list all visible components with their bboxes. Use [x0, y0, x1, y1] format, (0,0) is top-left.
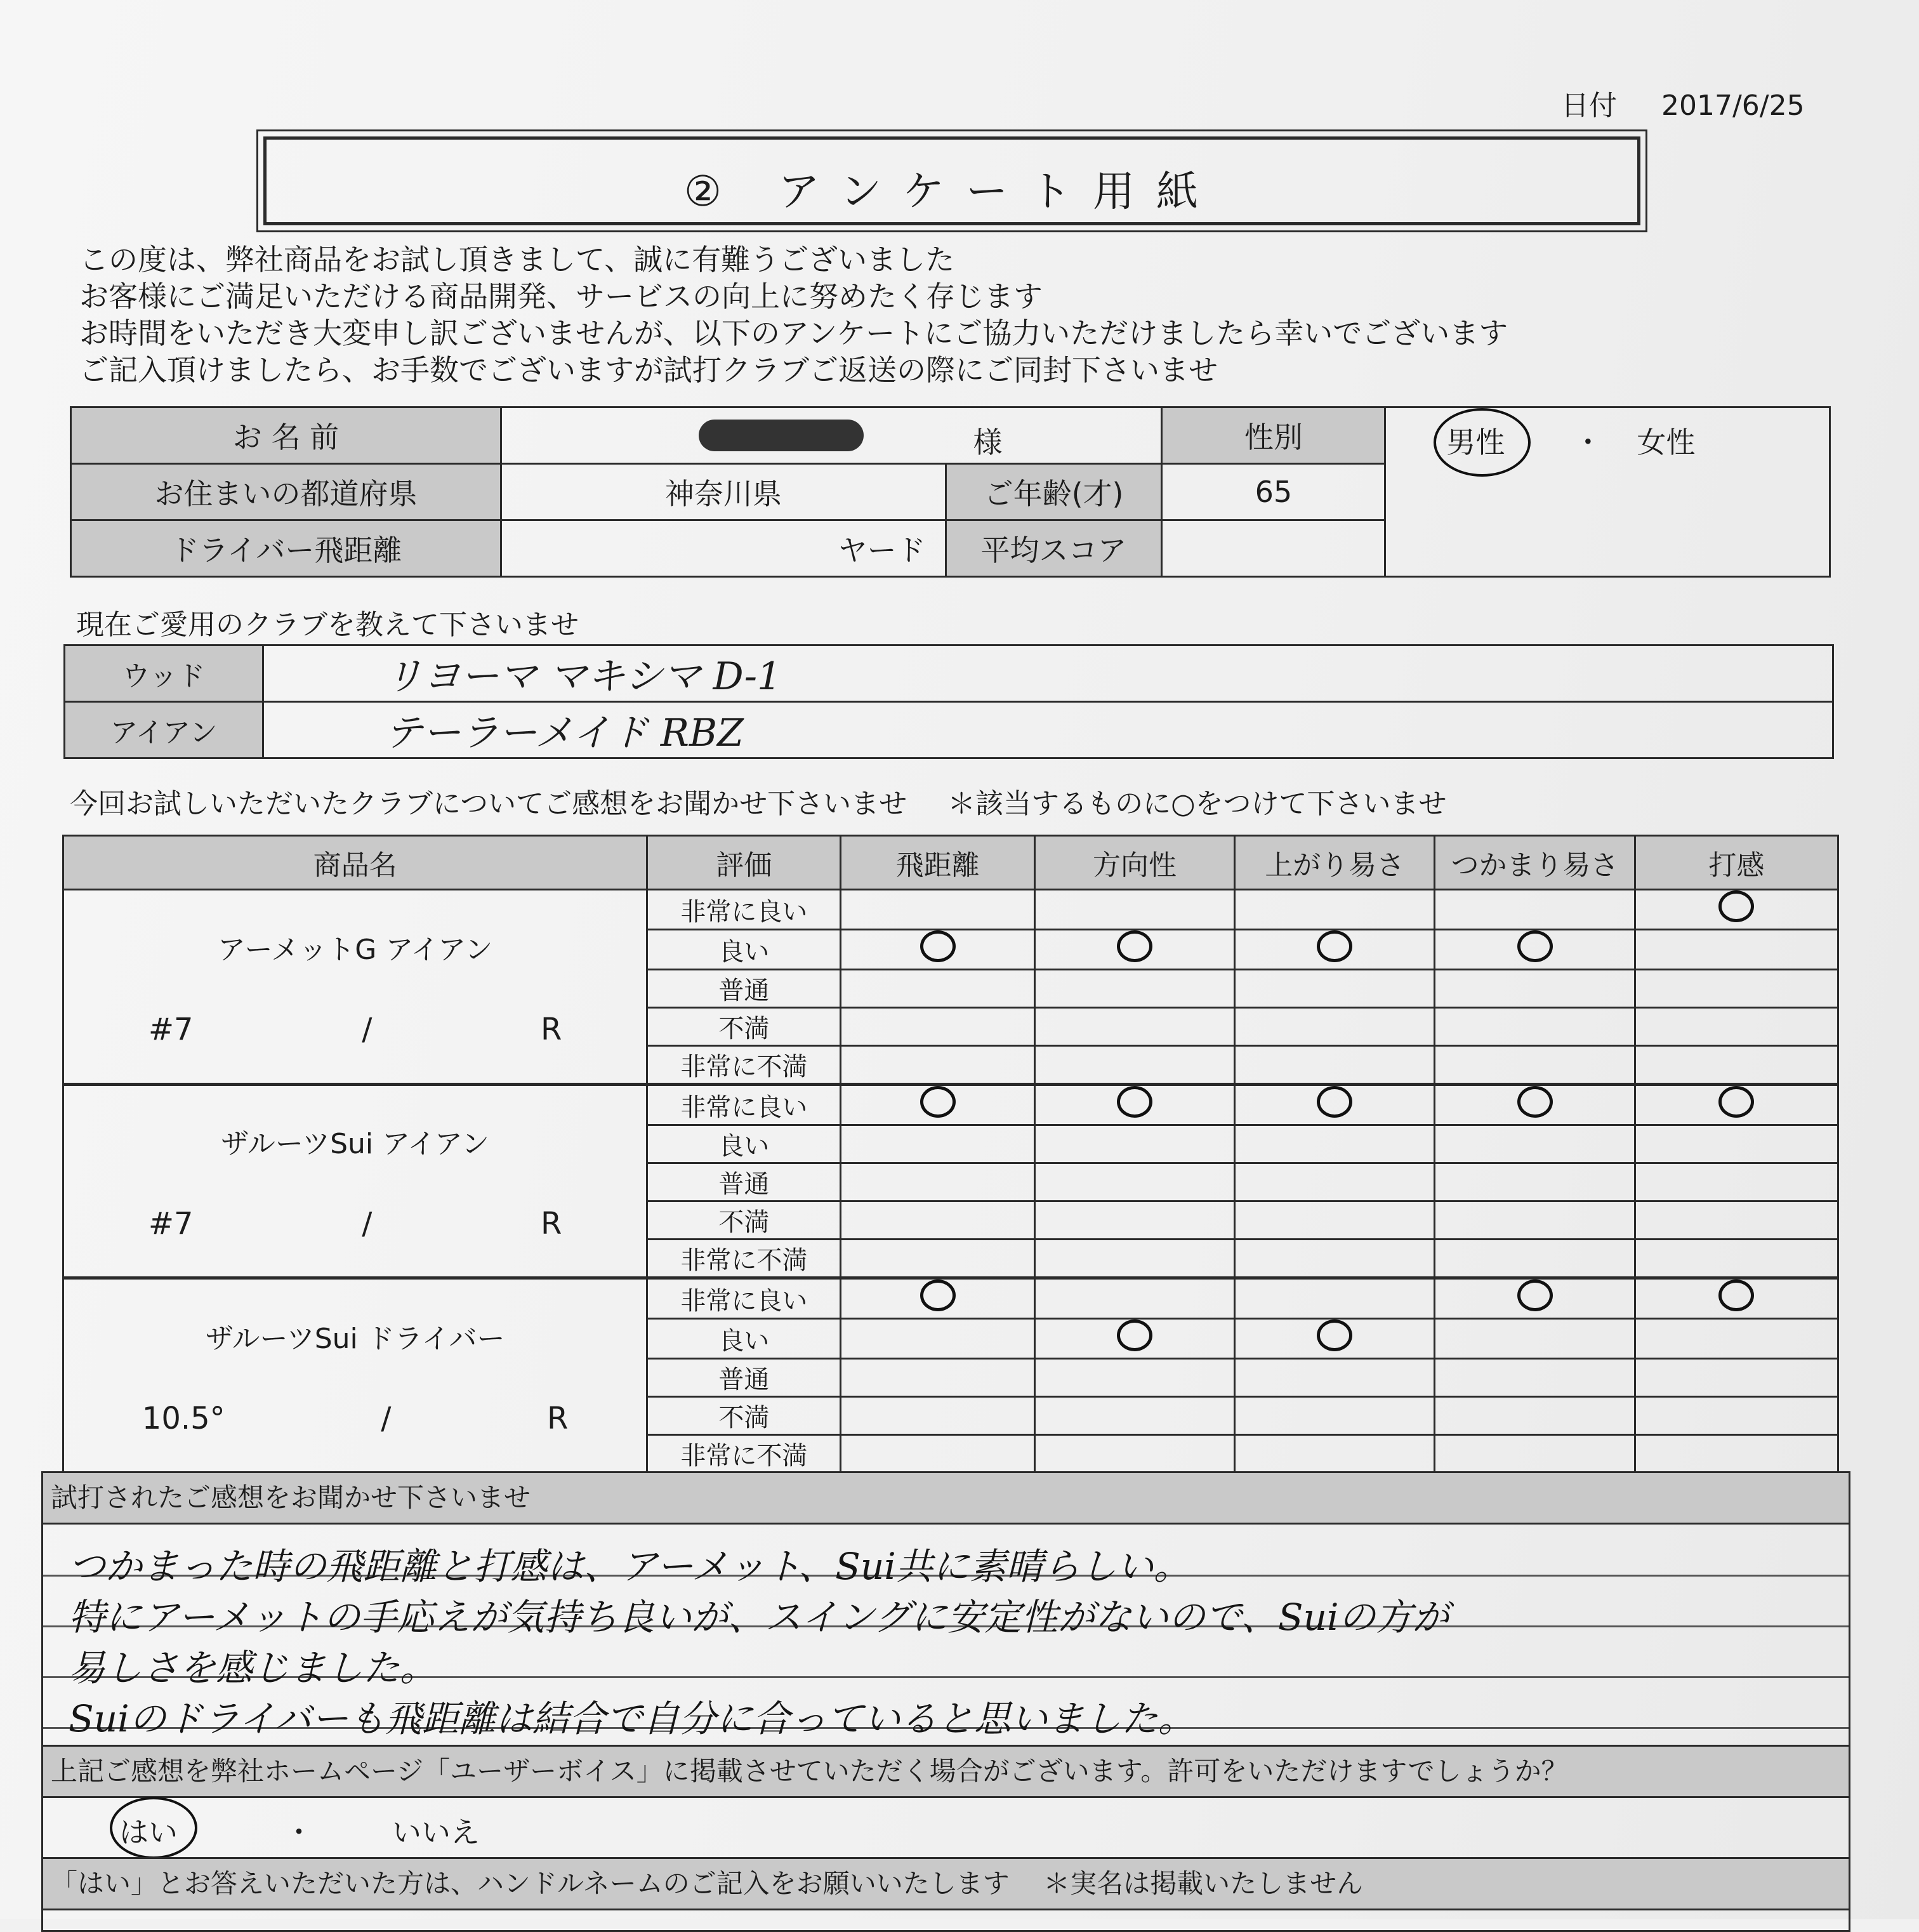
- circle-mark: [920, 930, 956, 962]
- rating-cell[interactable]: [841, 1278, 1034, 1319]
- rating-cell[interactable]: [841, 1163, 1034, 1201]
- feedback-line: 特にアーメットの手応えが気持ち良いが、スイングに安定性がないので、Suiの方が: [69, 1596, 1449, 1639]
- circle-mark: [1317, 1320, 1352, 1351]
- rating-cell[interactable]: [1235, 1278, 1435, 1319]
- rating-cell[interactable]: [1635, 970, 1838, 1008]
- circle-mark: [920, 1086, 956, 1118]
- circle-mark: [1718, 1280, 1754, 1311]
- rating-cell[interactable]: [841, 1240, 1034, 1278]
- header-rating: 評価: [647, 836, 841, 890]
- rating-cell[interactable]: [1635, 890, 1838, 930]
- rating-cell[interactable]: [841, 1397, 1034, 1435]
- rating-cell[interactable]: [1034, 1359, 1234, 1397]
- rating-heading-row: [70, 781, 1447, 821]
- header-feel: 打感: [1635, 836, 1838, 890]
- option-yes: はい: [119, 1815, 178, 1849]
- rating-table: [62, 835, 1839, 1475]
- circle-mark: [1517, 1086, 1553, 1118]
- intro-line: この度は、弊社商品をお試し頂きまして、誠に有難うございました: [79, 242, 955, 277]
- feedback-line: 易しさを感じました。: [69, 1646, 437, 1690]
- wood-label: ウッド: [65, 645, 263, 702]
- header-grip: つかまり易さ: [1435, 836, 1635, 890]
- header-product: 商品名: [63, 836, 647, 890]
- rating-cell[interactable]: [1635, 1278, 1838, 1319]
- feedback-line: Suiのドライバーも飛距離は結合で自分に合っていると思いました。: [69, 1697, 1195, 1740]
- date-value: 2017/6/25: [1661, 89, 1805, 122]
- header-distance: 飛距離: [841, 836, 1034, 890]
- circle-mark: [1517, 930, 1553, 962]
- rating-cell[interactable]: [1435, 1278, 1635, 1319]
- gender-label: 性別: [1162, 407, 1385, 464]
- rating-cell[interactable]: [1435, 1240, 1635, 1278]
- table-row: [63, 1278, 1838, 1319]
- rating-cell[interactable]: [1235, 1046, 1435, 1085]
- intro-line: ご記入頂けましたら、お手数でございますが試打クラブご返送の際にご同封下さいませ: [79, 353, 1218, 387]
- age-label: ご年齢(才): [946, 464, 1162, 520]
- clubs-heading: 現在ご愛用のクラブを教えて下さいませ: [76, 609, 579, 641]
- spec-spec-num: 10.5°: [142, 1400, 225, 1436]
- rating-cell[interactable]: [1235, 970, 1435, 1008]
- name-label: お 名 前: [71, 407, 501, 464]
- honorific: 様: [973, 425, 1003, 460]
- rating-cell[interactable]: [1034, 890, 1234, 930]
- rating-cell[interactable]: [1235, 1163, 1435, 1201]
- rating-cell[interactable]: [1235, 930, 1435, 970]
- title-box: [263, 136, 1640, 225]
- product-cell: [63, 1085, 647, 1278]
- rating-cell[interactable]: [1635, 1397, 1838, 1435]
- rating-level: 普通: [647, 970, 841, 1008]
- rating-cell[interactable]: [1034, 1240, 1234, 1278]
- rating-cell[interactable]: [1435, 1008, 1635, 1046]
- rating-cell[interactable]: [1635, 1125, 1838, 1163]
- rating-cell[interactable]: [1235, 1240, 1435, 1278]
- rating-level: 良い: [647, 930, 841, 970]
- rating-level: 非常に不満: [647, 1240, 841, 1278]
- rating-cell[interactable]: [1235, 1435, 1435, 1474]
- rating-cell[interactable]: [1435, 1125, 1635, 1163]
- rating-heading: 今回お試しいただいたクラブについてご感想をお聞かせ下さいませ: [70, 788, 907, 820]
- rating-cell[interactable]: [1435, 970, 1635, 1008]
- rating-note: ＊該当するものに○をつけて下さいませ: [947, 788, 1447, 820]
- circle-mark: [1117, 930, 1152, 962]
- header-launch: 上がり易さ: [1235, 836, 1435, 890]
- handle-note-row: [43, 1857, 1849, 1910]
- handle-note: 「はい」とお答えいただいた方は、ハンドルネームのご記入をお願いいたします: [51, 1868, 1010, 1899]
- rating-level: 普通: [647, 1163, 841, 1201]
- rating-cell[interactable]: [1034, 1046, 1234, 1085]
- name-field: [501, 407, 1162, 464]
- prefecture-label: お住まいの都道府県: [71, 464, 501, 520]
- rating-cell[interactable]: [1435, 890, 1635, 930]
- circle-mark: [1718, 890, 1754, 922]
- spec-spec-num: #7: [148, 1011, 194, 1047]
- circle-mark: [1317, 930, 1352, 962]
- table-row: [63, 1085, 1838, 1125]
- redaction-blot: [699, 420, 864, 451]
- rating-cell[interactable]: [841, 970, 1034, 1008]
- rating-level: 非常に良い: [647, 1085, 841, 1125]
- realname-note: ＊実名は掲載いたしません: [1043, 1868, 1364, 1899]
- rating-level: 非常に不満: [647, 1046, 841, 1085]
- rating-cell[interactable]: [1635, 1240, 1838, 1278]
- rating-level: 不満: [647, 1201, 841, 1240]
- rating-cell[interactable]: [841, 1125, 1034, 1163]
- spec-sep: /: [362, 1206, 373, 1241]
- product-cell: [63, 890, 647, 1085]
- rating-cell[interactable]: [1235, 1319, 1435, 1359]
- profile-table: [70, 406, 1831, 578]
- date: [1561, 83, 1805, 123]
- rating-cell[interactable]: [1034, 1397, 1234, 1435]
- intro-line: お客様にご満足いただける商品開発、サービスの向上に努めたく存じます: [79, 279, 1043, 314]
- gender-male: 男性: [1446, 425, 1505, 460]
- rating-cell[interactable]: [1435, 1397, 1635, 1435]
- rating-cell[interactable]: [841, 930, 1034, 970]
- rating-cell[interactable]: [1635, 1163, 1838, 1201]
- intro-text: [79, 241, 1508, 388]
- rating-level: 非常に不満: [647, 1435, 841, 1474]
- rating-cell[interactable]: [1435, 1046, 1635, 1085]
- spec-flex: R: [541, 1011, 562, 1047]
- rating-level: 良い: [647, 1125, 841, 1163]
- rating-cell[interactable]: [1635, 1435, 1838, 1474]
- rating-cell[interactable]: [1034, 1278, 1234, 1319]
- rating-cell[interactable]: [841, 1201, 1034, 1240]
- product-cell: [63, 1278, 647, 1474]
- rating-cell[interactable]: [1635, 930, 1838, 970]
- option-no: いいえ: [392, 1815, 480, 1849]
- circle-mark: [1117, 1320, 1152, 1351]
- circle-mark: [1517, 1280, 1553, 1311]
- rating-level: 不満: [647, 1397, 841, 1435]
- rating-cell[interactable]: [841, 1046, 1034, 1085]
- rating-cell[interactable]: [1235, 890, 1435, 930]
- rating-cell[interactable]: [1635, 1319, 1838, 1359]
- rating-cell[interactable]: [1034, 970, 1234, 1008]
- option-sep: ・: [284, 1815, 313, 1849]
- product-spec: [64, 1012, 646, 1047]
- product-spec: [64, 1206, 646, 1241]
- rating-cell[interactable]: [1435, 1201, 1635, 1240]
- distance-label: ドライバー飛距離: [71, 520, 501, 577]
- spec-spec-num: #7: [148, 1206, 194, 1241]
- rating-cell[interactable]: [1034, 1125, 1234, 1163]
- rating-cell[interactable]: [1635, 1085, 1838, 1125]
- wood-value: リヨーマ マキシマ D-1: [263, 645, 1833, 702]
- rating-cell[interactable]: [841, 1008, 1034, 1046]
- rating-cell[interactable]: [1235, 1397, 1435, 1435]
- page-title: ② アンケート用紙: [683, 167, 1220, 216]
- score-value: [1162, 520, 1385, 577]
- rating-cell[interactable]: [1034, 1085, 1234, 1125]
- product-name: ザルーツSui アイアン: [221, 1128, 490, 1160]
- rating-cell[interactable]: [1034, 1319, 1234, 1359]
- rating-cell[interactable]: [1635, 1046, 1838, 1085]
- rating-cell[interactable]: [1635, 1201, 1838, 1240]
- prefecture-value: 神奈川県: [501, 464, 946, 520]
- rating-cell[interactable]: [1034, 1163, 1234, 1201]
- circle-mark: [1718, 1086, 1754, 1118]
- gender-field: [1385, 407, 1830, 577]
- date-label: 日付: [1561, 89, 1617, 122]
- iron-label: アイアン: [65, 702, 263, 758]
- score-label: 平均スコア: [946, 520, 1162, 577]
- iron-value: テーラーメイド RBZ: [263, 702, 1833, 758]
- product-spec: [64, 1401, 646, 1436]
- gender-female: 女性: [1637, 425, 1696, 460]
- rating-cell[interactable]: [1235, 1085, 1435, 1125]
- rating-cell[interactable]: [1635, 1359, 1838, 1397]
- rating-cell[interactable]: [1435, 1085, 1635, 1125]
- rating-cell[interactable]: [1435, 930, 1635, 970]
- product-name: ザルーツSui ドライバー: [205, 1322, 505, 1355]
- spec-flex: R: [547, 1400, 569, 1436]
- feedback-line: つかまった時の飛距離と打感は、アーメット、Sui共に素晴らしい。: [69, 1545, 1190, 1588]
- rating-cell[interactable]: [1034, 1435, 1234, 1474]
- header-direction: 方向性: [1034, 836, 1234, 890]
- rating-cell[interactable]: [841, 1359, 1034, 1397]
- rating-cell[interactable]: [1034, 1201, 1234, 1240]
- rating-level: 非常に良い: [647, 890, 841, 930]
- rating-cell[interactable]: [1435, 1163, 1635, 1201]
- rating-cell[interactable]: [841, 1435, 1034, 1474]
- rating-level: 良い: [647, 1319, 841, 1359]
- rating-level: 不満: [647, 1008, 841, 1046]
- age-value: 65: [1162, 464, 1385, 520]
- rating-cell[interactable]: [1235, 1359, 1435, 1397]
- feedback-heading: 試打されたご感想をお聞かせ下さいませ: [43, 1473, 1849, 1525]
- circle-mark: [1317, 1086, 1352, 1118]
- distance-unit: ヤード: [501, 520, 946, 577]
- rating-cell[interactable]: [1435, 1319, 1635, 1359]
- product-name: アーメットG アイアン: [217, 933, 493, 966]
- feedback-box: [41, 1471, 1850, 1932]
- yes-circle-mark: [110, 1797, 197, 1859]
- rating-cell[interactable]: [1435, 1435, 1635, 1474]
- rating-cell[interactable]: [1034, 930, 1234, 970]
- rating-cell[interactable]: [841, 890, 1034, 930]
- circle-mark: [1117, 1086, 1152, 1118]
- circle-mark: [920, 1280, 956, 1311]
- spec-sep: /: [381, 1400, 392, 1436]
- rating-cell[interactable]: [841, 1085, 1034, 1125]
- gender-sep: ・: [1573, 425, 1603, 460]
- permission-options: [43, 1797, 1849, 1857]
- rating-level: 非常に良い: [647, 1278, 841, 1319]
- rating-cell[interactable]: [1635, 1008, 1838, 1046]
- intro-line: お時間をいただき大変申し訳ございませんが、以下のアンケートにご協力いただけましたら幸いでございます: [79, 316, 1508, 350]
- table-row: [63, 890, 1838, 930]
- rating-cell[interactable]: [1435, 1359, 1635, 1397]
- rating-cell[interactable]: [1235, 1125, 1435, 1163]
- rating-cell[interactable]: [1034, 1008, 1234, 1046]
- rating-cell[interactable]: [1235, 1201, 1435, 1240]
- rating-cell[interactable]: [1235, 1008, 1435, 1046]
- spec-sep: /: [362, 1011, 373, 1047]
- clubs-table: [63, 644, 1834, 759]
- permission-question: 上記ご感想を弊社ホームページ「ユーザーボイス」に掲載させていただく場合がございます。許可をいただけますでしょうか？: [43, 1745, 1849, 1798]
- gender-circle-mark: [1434, 408, 1531, 477]
- rating-cell[interactable]: [841, 1319, 1034, 1359]
- rating-level: 普通: [647, 1359, 841, 1397]
- spec-flex: R: [541, 1206, 562, 1241]
